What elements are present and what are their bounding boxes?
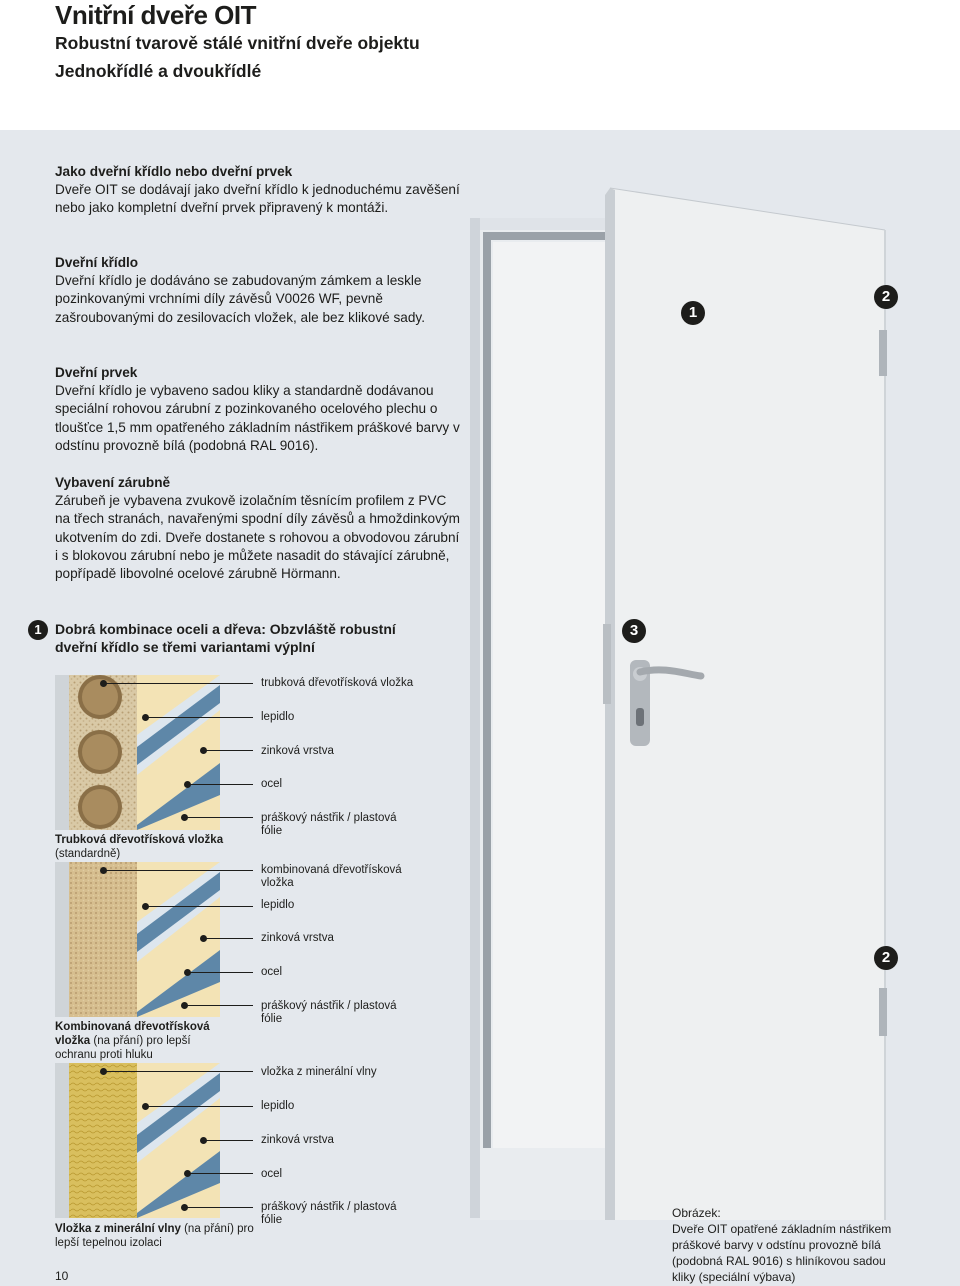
- leader-line: [187, 972, 253, 973]
- label-layer: zinková vrstva: [261, 745, 334, 757]
- photo-caption-label: Obrázek:: [672, 1206, 721, 1220]
- label-layer: lepidlo: [261, 711, 295, 723]
- cross-section-combined-chipboard: [55, 862, 220, 1017]
- page-subtitle: Robustní tvarově stálé vnitřní dveře objektu: [55, 33, 420, 53]
- leader-line: [145, 1106, 253, 1107]
- combo-heading: Dobrá kombinace oceli a dřeva: Obzvláště robustní dveřní křídlo se třemi variantami výplní: [55, 621, 396, 655]
- label-layer: lepidlo: [261, 1100, 295, 1112]
- photo-caption-text: Dveře OIT opatřené základním nástřikem práškové barvy v odstínu provozně bílá (podobná RAL 9016) s hliníkovou sadou kliky (speciální výbava): [672, 1222, 892, 1284]
- label-layer: vložka z minerální vlny: [261, 1066, 377, 1078]
- label-layer: zinková vrstva: [261, 932, 334, 944]
- variant-caption-bold: Vložka z minerální vlny: [55, 1223, 181, 1235]
- label-layer: lepidlo: [261, 899, 295, 911]
- label-layer: trubková dřevotřísková vložka: [261, 677, 414, 689]
- header: [0, 0, 960, 130]
- section-frame-equipment: [55, 474, 465, 583]
- variant-caption-rest: (na přání) pro lepší ochranu proti hluku: [55, 1035, 191, 1061]
- section-heading: Vybavení zárubně: [55, 475, 171, 490]
- cross-section-mineral-wool: [55, 1063, 220, 1218]
- leader-line: [145, 717, 253, 718]
- label-layer: kombinovaná dřevotřísková vložka: [261, 864, 402, 889]
- combo-badge: 1: [28, 620, 48, 640]
- leader-line: [184, 817, 253, 818]
- photo-badge-2b: 2: [874, 946, 898, 970]
- photo-caption: [672, 1205, 912, 1285]
- photo-badge-2: 2: [874, 285, 898, 309]
- section-body: Dveřní křídlo je vybaveno sadou kliky a standardně dodávanou speciální rohovou zárubní z pozinkovaného ocelového plechu o tloušťce 1,5 mm opatřeného základním nástřikem práškové barvy v odstínu provozně bílá (podobná RAL 9016).: [55, 383, 460, 453]
- variant-caption: [55, 1222, 255, 1250]
- variant-caption: [55, 1020, 235, 1062]
- leader-line: [103, 1071, 253, 1072]
- section-heading: Dveřní křídlo: [55, 255, 139, 270]
- page-subtitle-2: Jednokřídlé a dvoukřídlé: [55, 61, 262, 81]
- leader-line: [187, 784, 253, 785]
- leader-line: [145, 906, 253, 907]
- section-door-element: [55, 364, 465, 455]
- section-heading: Dveřní prvek: [55, 365, 138, 380]
- leader-line: [103, 683, 253, 684]
- page-title: Vnitřní dveře OIT: [55, 0, 256, 30]
- variant-caption-bold: Kombinovaná dřevotřísková vložka: [55, 1021, 210, 1047]
- variant-caption-rest: (na přání) pro lepší tepelnou izolaci: [55, 1223, 254, 1249]
- page-number: 10: [55, 1269, 69, 1283]
- variant-caption-rest: (standardně): [55, 848, 121, 860]
- label-layer: ocel: [261, 1168, 283, 1180]
- hinge-lower: [879, 988, 887, 1036]
- section-body: Dveře OIT se dodávají jako dveřní křídlo k jednoduchému zavěšení nebo jako kompletní dveřní prvek připravený k montáži.: [55, 182, 460, 216]
- label-layer: ocel: [261, 966, 283, 978]
- section-wing-or-element: [55, 163, 465, 218]
- leader-line: [184, 1005, 253, 1006]
- leader-line: [187, 1173, 253, 1174]
- variant-caption-bold: Trubková dřevotřísková vložka: [55, 834, 224, 846]
- leader-line: [203, 1140, 253, 1141]
- label-layer: zinková vrstva: [261, 1134, 334, 1146]
- door-photo: [465, 180, 915, 1220]
- label-layer: práškový nástřik / plastová fólie: [261, 1000, 397, 1025]
- section-body: Zárubeň je vybavena zvukově izolačním těsnícím profilem z PVC na třech stranách, navařenými spodní díly závěsů a hmoždinkovým ukotvením do zdi. Dveře dostanete s rohovou a obvodovou zárubní i s blokovou zárubní nebo je můžete nasadit do stávající zárubně, popřípadě libovolné ocelové zárubně Hörmann.: [55, 493, 460, 582]
- photo-badge-1: 1: [681, 301, 705, 325]
- leader-line: [103, 870, 253, 871]
- variant-caption: [55, 833, 255, 861]
- leader-line: [184, 1207, 253, 1208]
- photo-badge-3: 3: [622, 619, 646, 643]
- label-layer: práškový nástřik / plastová fólie: [261, 812, 397, 837]
- leader-line: [203, 750, 253, 751]
- section-heading: Jako dveřní křídlo nebo dveřní prvek: [55, 164, 293, 179]
- section-door-leaf: [55, 254, 465, 327]
- cross-section-tube-chipboard: [55, 675, 220, 830]
- leader-line: [203, 938, 253, 939]
- label-layer: ocel: [261, 778, 283, 790]
- section-body: Dveřní křídlo je dodáváno se zabudovaným zámkem a leskle pozinkovanými vrchními díly závěsů V0026 WF, pevně zašroubovanými do zesilovacích vložek, ale bez klikové sady.: [55, 273, 425, 325]
- hinge-upper: [879, 330, 887, 376]
- frame-seal: [483, 232, 491, 1148]
- label-layer: práškový nástřik / plastová fólie: [261, 1201, 397, 1226]
